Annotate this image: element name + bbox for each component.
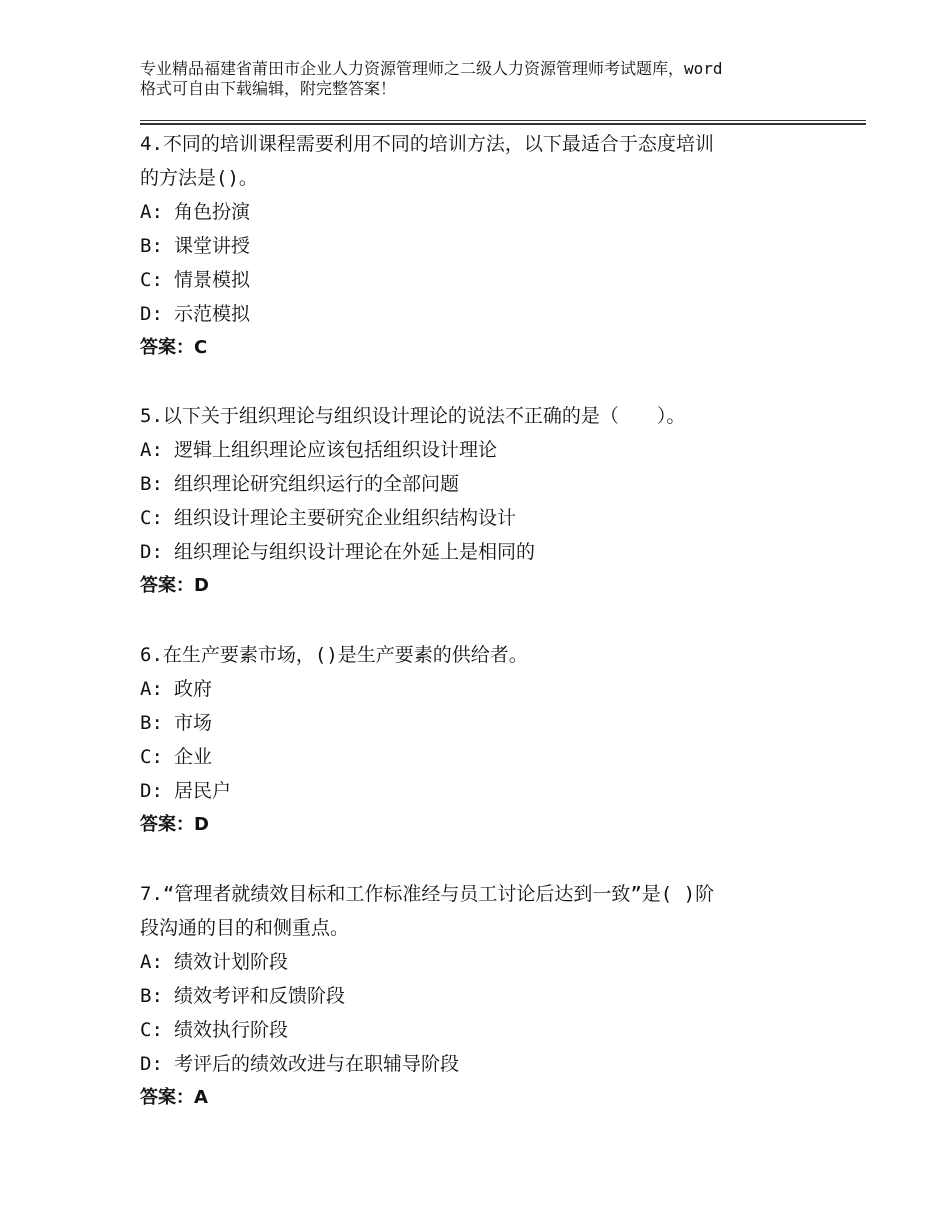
option-letter: C:	[140, 746, 163, 768]
option-letter: C:	[140, 507, 163, 529]
option-b	[140, 979, 840, 1013]
document-header	[140, 59, 840, 99]
header-divider-thick	[140, 123, 866, 125]
option-text: 情景模拟	[174, 269, 251, 291]
option-text: 绩效考评和反馈阶段	[174, 985, 346, 1007]
option-d	[140, 535, 840, 569]
question-text-line: 5.以下关于组织理论与组织设计理论的说法不正确的是（ ）。	[140, 405, 686, 427]
option-text: 组织设计理论主要研究企业组织结构设计	[174, 507, 517, 529]
question-6	[140, 638, 840, 842]
answer-line: 答案：D	[140, 814, 209, 835]
option-letter: B:	[140, 473, 163, 495]
option-b	[140, 706, 840, 740]
answer-line: 答案：C	[140, 337, 208, 358]
option-d	[140, 297, 840, 331]
option-text: 居民户	[174, 780, 232, 802]
option-text: 课堂讲授	[174, 235, 251, 257]
option-text: 示范模拟	[174, 303, 251, 325]
option-text: 角色扮演	[174, 201, 251, 223]
option-text: 政府	[174, 678, 213, 700]
option-b	[140, 467, 840, 501]
question-5	[140, 399, 840, 603]
answer-line: 答案：A	[140, 1087, 208, 1108]
option-letter: C:	[140, 1019, 163, 1041]
header-line-2: 格式可自由下载编辑，附完整答案！	[140, 79, 397, 98]
option-letter: D:	[140, 1053, 163, 1075]
option-d	[140, 774, 840, 808]
option-a	[140, 433, 840, 467]
option-letter: D:	[140, 541, 163, 563]
option-text: 考评后的绩效改进与在职辅导阶段	[174, 1053, 460, 1075]
question-text-line: 6.在生产要素市场，()是生产要素的供给者。	[140, 644, 528, 666]
option-d	[140, 1047, 840, 1081]
option-c	[140, 501, 840, 535]
question-text-line: 段沟通的目的和侧重点。	[140, 917, 350, 939]
option-a	[140, 195, 840, 229]
answer-line: 答案：D	[140, 575, 209, 596]
option-letter: B:	[140, 235, 163, 257]
option-letter: B:	[140, 985, 163, 1007]
header-divider-thin	[140, 120, 866, 121]
question-text-line: 7.“管理者就绩效目标和工作标准经与员工讨论后达到一致”是( )阶	[140, 883, 715, 905]
option-text: 组织理论研究组织运行的全部问题	[174, 473, 460, 495]
option-letter: A:	[140, 678, 163, 700]
option-c	[140, 1013, 840, 1047]
question-4	[140, 127, 840, 365]
option-text: 逻辑上组织理论应该包括组织设计理论	[174, 439, 498, 461]
header-line-1: 专业精品福建省莆田市企业人力资源管理师之二级人力资源管理师考试题库，word	[140, 59, 723, 78]
option-c	[140, 740, 840, 774]
option-text: 绩效计划阶段	[174, 951, 289, 973]
option-text: 组织理论与组织设计理论在外延上是相同的	[174, 541, 536, 563]
option-text: 企业	[174, 746, 213, 768]
option-letter: D:	[140, 303, 163, 325]
option-letter: B:	[140, 712, 163, 734]
option-text: 绩效执行阶段	[174, 1019, 289, 1041]
question-text-line: 4.不同的培训课程需要利用不同的培训方法，以下最适合于态度培训	[140, 133, 714, 155]
option-letter: C:	[140, 269, 163, 291]
option-letter: A:	[140, 951, 163, 973]
option-letter: D:	[140, 780, 163, 802]
option-c	[140, 263, 840, 297]
option-a	[140, 672, 840, 706]
option-letter: A:	[140, 201, 163, 223]
question-text-line: 的方法是()。	[140, 167, 258, 189]
option-a	[140, 945, 840, 979]
option-letter: A:	[140, 439, 163, 461]
option-text: 市场	[174, 712, 213, 734]
option-b	[140, 229, 840, 263]
question-7	[140, 877, 840, 1115]
